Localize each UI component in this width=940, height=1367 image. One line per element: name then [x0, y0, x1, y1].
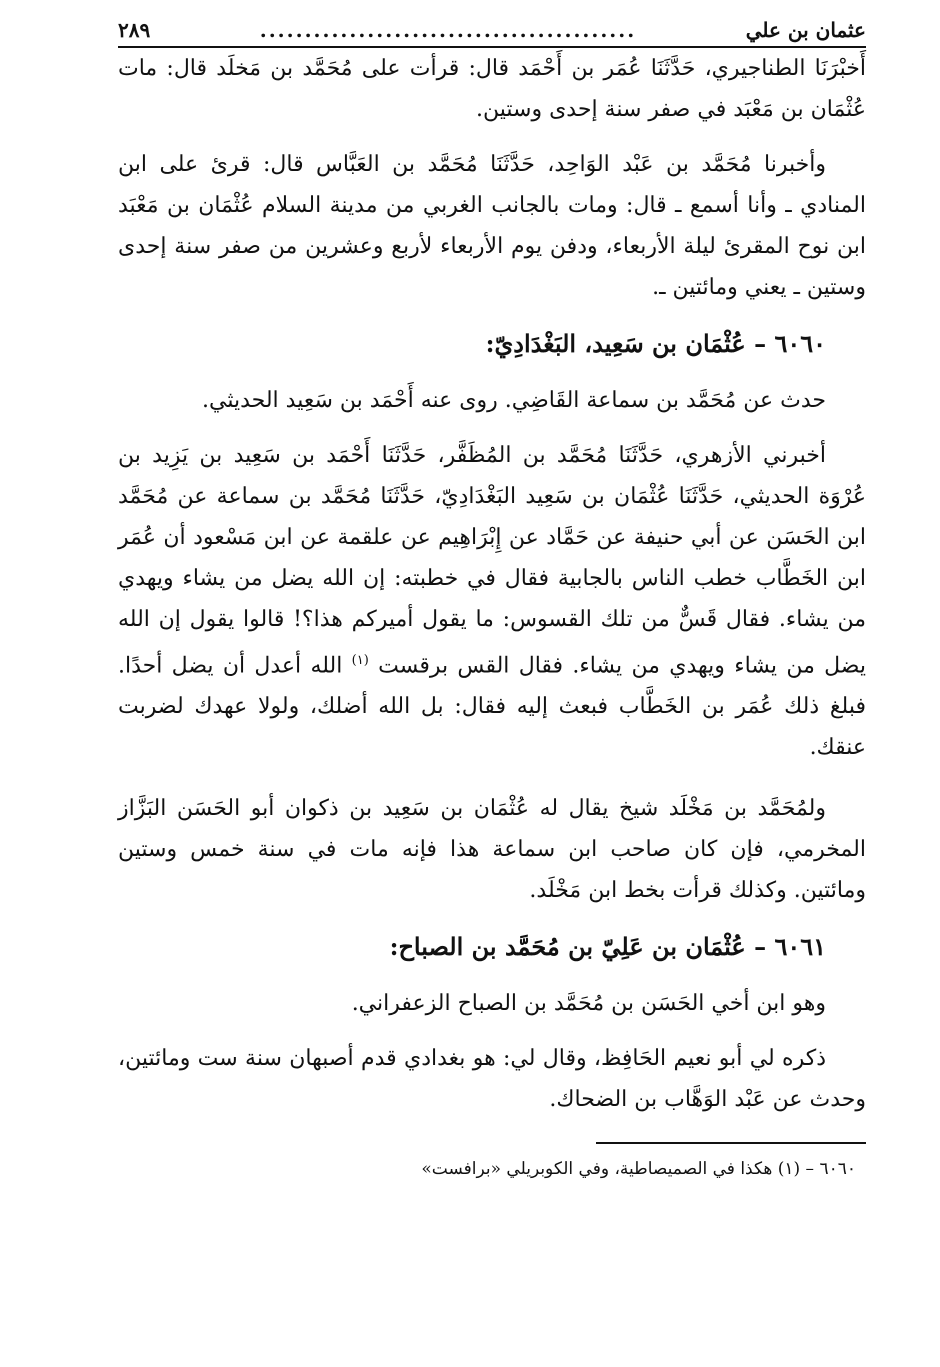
footnote-marker: (١): [351, 653, 369, 668]
running-header: [118, 18, 866, 48]
entry-6060-paragraph-2: [118, 435, 866, 768]
running-head-title: عثمان بن علي: [745, 18, 866, 42]
page-number: ٢٨٩: [118, 18, 151, 42]
paragraph-intro-1: أَخبْرَنَا الطناجيري، حَدَّثَنَا عُمَر بن أَحْمَد قال: قرأت على مُحَمَّد بن مَخلَد قال: مات عُثْمَان بن مَعْبَد في صفر سنة إحدى وستين.: [118, 56, 866, 122]
paragraph-intro-2: وأخبرنا مُحَمَّد بن عَبْد الوَاحِد، حَدَّثَنَا مُحَمَّد بن العَبَّاس قال: قرئ على ابن المنادي ـ وأنا أسمع ـ قال: ومات بالجانب الغربي من مدينة السلام عُثْمَان بن مَعْبَد ابن نوح المقرئ ليلة الأربعاء، ودفن يوم الأربعاء لأربع وعشرين من صفر سنة إحدى وستين ـ يعني ومائتين ـ.: [118, 152, 866, 300]
entry-6061-paragraph-1: وهو ابن أخي الحَسَن بن مُحَمَّد بن الصباح الزعفراني.: [351, 991, 826, 1017]
entry-6060-paragraph-2-text-a: أخبرني الأزهري، حَدَّثَنَا مُحَمَّد بن المُظَفَّر، حَدَّثَنَا أَحْمَد بن سَعِيد بن يَزِيد بن عُرْوَة الحديثي، حَدَّثَنَا عُثْمَان بن سَعِيد البَغْدَادِيّ، حَدَّثَنَا مُحَمَّد بن سماعة عن مُحَمَّد ابن الحَسَن عن أبي حنيفة عن حَمَّاد عن إِبْرَاهِيم عن علقمة عن ابن مَسْعود أن عُمَر ابن الخَطَّاب خطب الناس بالجابية فقال في خطبته: إن الله يضل من يشاء ويهدي من يشاء. فقال قَسٌّ من تلك القسوس: ما يقول أميركم هذا؟! قالوا يقول إن الله يضل من يشاء ويهدي من يشاء. فقال القس برقست: [118, 443, 867, 679]
footnote: ٦٠٦٠ – (١) هكذا في الصميصاطية، وفي الكوبريلي «برافست»: [421, 1159, 856, 1180]
entry-heading-6061: ٦٠٦١ – عُثْمَان بن عَلِيّ بن مُحَمَّد بن الصباح:: [389, 932, 826, 962]
footnote-divider: [596, 1142, 866, 1144]
entry-6060-paragraph-2-text-b: الله أعدل أن يضل أحدًا. فبلغ ذلك عُمَر بن الخَطَّاب فبعث إليه فقال: بل الله أضلك، ولولا عهدك لضربت عنقك.: [118, 653, 866, 761]
entry-6061-paragraph-2: ذكره لي أبو نعيم الحَافِظ، وقال لي: هو بغدادي قدم أصبهان سنة ست ومائتين، وحدث عن عَبْد الوَهَّاب بن الضحاك.: [118, 1046, 866, 1113]
entry-6060-paragraph-1: حدث عن مُحَمَّد بن سماعة القَاضِي. روى عنه أَحْمَد بن سَعِيد الحديثي.: [202, 388, 826, 413]
entry-heading-6060: ٦٠٦٠ – عُثْمَان بن سَعِيد، البَغْدَادِيّ:: [485, 329, 826, 358]
running-head-dots: ..........................................: [259, 18, 637, 42]
entry-6060-paragraph-3: ولمُحَمَّد بن مَخْلَد شيخ يقال له عُثْمَان بن سَعِيد بن ذكوان أبو الحَسَن البَزَّاز المخرمي، فإن كان صاحب ابن سماعة هذا فإنه مات في سنة خمس وستين ومائتين. وكذلك قرأت بخط ابن مَخْلَد.: [118, 796, 866, 904]
book-page: [118, 18, 866, 1184]
